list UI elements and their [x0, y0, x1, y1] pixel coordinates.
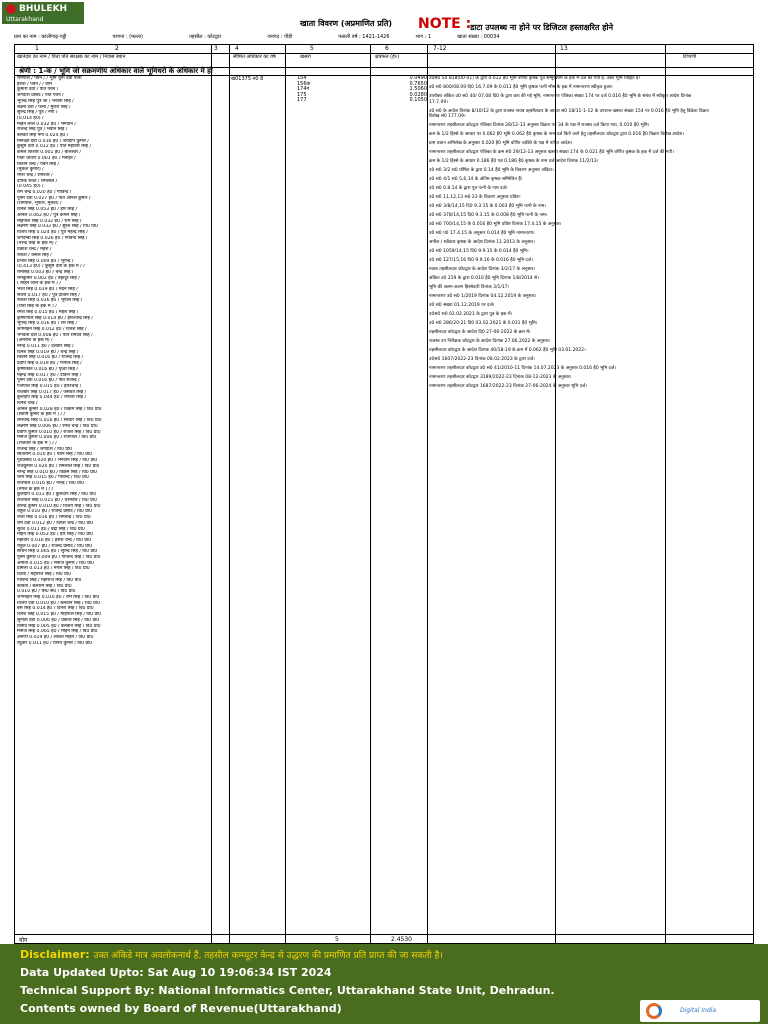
owner-row: संजय 0.017 है0 / पुत्र दीवान सिंह /	[17, 292, 80, 298]
remark-entry: उ0स0 50 818(00-01) के द्वारा 0.012 है0 भूमि वर्णित कृषक पुत्र सम्मुखराम के हक में दर्ज की गयी है, उक्त भूमि चिह्नित है।	[429, 76, 641, 81]
owner-row: मनोज कुमार 0.006 है0 / राजपाल / वि0 प्रा0	[17, 435, 97, 441]
owner-row: भूपेन्द्र सिंह पुत्र श्री / भवानी सिंह /	[17, 98, 74, 104]
khasra-list	[297, 76, 367, 104]
owner-row: रमेश सिंह 0.015 है0 / महेश सिंह /	[17, 309, 79, 315]
meta-district: जनपद : पौड़ी	[267, 34, 293, 40]
remark-entry: नामान्तरण उ0 स0 1/2019 दिनांक 04.12.2019 के अनुसार।	[429, 294, 537, 299]
owner-row: रघुवीर 0.011 है0 / विनय कुमार / वि0 प्रा0	[17, 640, 93, 646]
meta-row	[14, 34, 754, 42]
owner-row: अनिल कुमार 0.028 है0 / विक्रम सिंह / वि0 प्रा0	[17, 406, 102, 412]
area-cell: 0.7650	[409, 80, 427, 87]
remark-entry: ग्राम प्रधान अभिलेख के अनुसार 0.020 है0 भूमि वर्णित व्यक्ति के पक्ष में पारित आदेश।	[429, 141, 573, 146]
owner-row: प्रवीण कुमार 0.010 है0 / राजेश सिंह / वि0 प्रा0	[17, 429, 101, 435]
col-num: 2	[115, 45, 119, 52]
brand-sub: Uttarakhand	[2, 16, 84, 24]
remark-entry: नामान्तरण तहसीलदार कोटद्वार उ0 स0 41/2010-11 दिनांक 14.07.2023 के अनुसार 0.016 है0 भूमि दर्ज।	[429, 366, 616, 371]
owner-row: 0.010 है0 / सि0 सं0 / वि0 प्रा0	[17, 589, 76, 595]
meta-part: भाग : 1	[415, 34, 432, 40]
data-updated: Data Updated Upto: Sat Aug 10 19:06:34 IST 2024	[20, 966, 332, 979]
remark-entry: राजस्व उप निरीक्षक कोटद्वार के आदेश दिनांक 27.06.2022 के अनुसार।	[429, 339, 551, 344]
remark-entry: क्रम के 1/2 हिस्से के आधार पर 0.062 है0 भूमि 0.062 है0 कृषक के नाम दर्ज किये जाने हेतु तहसीलदार कोटद्वार द्वारा 0.016 है0 विक्रय विलेख आदेश।	[429, 132, 685, 137]
contents-owned: Contents owned by Board of Revenue(Uttarakhand)	[20, 1002, 342, 1015]
note-label: NOTE :	[418, 16, 472, 32]
owner-row: वीरेन्द्र कुमार 0.010 है0 / विजय सिंह / वि0 प्रा0	[17, 503, 101, 509]
khasra-cell: 175	[297, 91, 307, 98]
owner-row: कृष्णापाल सिंह 0.014 है0 / हरिश्चन्द्र सिंह /	[17, 315, 93, 321]
digital-india-logo	[640, 1000, 760, 1022]
total-label: योग	[19, 937, 28, 944]
col-num: 6	[385, 45, 389, 52]
owner-row: (संतोष कुमार के हक में ) / /	[17, 412, 66, 418]
header-owner: खातेदार का नाम / पिता पति संरक्षक का नाम / निवास स्थान	[17, 54, 126, 60]
owner-row: कमल किशोर 0.001 है0 / बालेश्वर /	[17, 150, 81, 156]
owner-row: रामकुमार 0.002 है0 / बहादुर सिंह /	[17, 275, 80, 281]
owner-row: पूनम देवी 0.016 है0 / पति राजेन्द्र /	[17, 378, 80, 384]
owner-row: किशन सिंह 0.016 है0 / राजेन्द्र सिंह /	[17, 355, 84, 361]
area-cell: 0.1050	[409, 97, 427, 104]
col-num: 4	[235, 45, 239, 52]
khasra-cell: 154	[297, 75, 307, 81]
owner-row: अरुणी 0.019 है0 / ललित मोहन / वि0 प्रा0	[17, 634, 94, 640]
remark-entry: नवाब तहसीलदार कोटद्वार के आदेश दिनांक 3/2/17 के अनुसार।	[429, 267, 536, 272]
owner-row: राम देवी 0.012 है0 / दिनेश चन्द्र / वि0 प्रा0	[17, 520, 94, 526]
owner-row: रामसिंह 0.003 है0 / चन्द्र सिंह /	[17, 269, 74, 275]
owner-row: ( मोहन लाल के हक में ) /	[17, 281, 61, 287]
khata-table	[14, 44, 754, 944]
owner-row: नरेन्द्र सिंह 0.010 है0 / विक्रम सिंह / वि0 प्रा0	[17, 469, 97, 475]
owner-row: बस सिंह 0.014 है0 / दिनेश सिंह / वि0 प्रा0	[17, 606, 94, 612]
owner-row: सुरेश 0.011 है0 / बद्री सिंह / वि0 प्रा0	[17, 526, 85, 532]
owner-row: जगदम्बा सिंह 0.026 है0 / गोविन्द सिंह /	[17, 235, 88, 241]
remark-entry: उ0 स0 11,12,13 स0 23 के विवरण अनुसार प्रविष्ट।	[429, 195, 521, 200]
owner-row: राजपाल 0.016 है0 / नरेन्द्र / वि0 प्रा0	[17, 480, 84, 486]
owner-row: राजेन्द्र सिंह / जगदीश / वि0 प्रा0	[17, 446, 73, 452]
column-header-row	[15, 53, 753, 68]
owner-row: दिनेश सिंह 0.053 है0 / हरि सिंह /	[17, 207, 78, 213]
owner-row: (नरेन्द्र सिंह के हक में) /	[17, 241, 57, 247]
owner-row: कुलदीप 0.011 है0 / कुलदीप सिंह / वि0 प्रा0	[17, 492, 97, 498]
meta-village: ग्राम का नाम : कालीगाढ़-पट्टी	[14, 34, 67, 40]
col-num: 13	[560, 45, 568, 52]
owner-row: राजेन्द्र सिंह पुत्र / भवान सिंह /	[17, 127, 68, 133]
owner-row: सचिन सिंह 0.065 है0 / सुरेन्द्र सिंह / वि0 प्रा0	[17, 549, 98, 555]
header-area: क्षेत्रफल (हे०)	[375, 54, 400, 60]
meta-khata: खाता संख्या : 00034	[457, 34, 500, 40]
remark-entry: अंकित उ0 219 के द्वारा 0.010 है0 भूमि दिनांक 1/8/2014 से।	[429, 276, 539, 281]
total-count: 5	[335, 936, 339, 943]
header-khasra: खसरा	[300, 54, 311, 60]
owner-row: कृष्णकांत 0.016 है0 / पृथ्वी सिंह /	[17, 366, 78, 372]
remark-entry: तहसीलदार कोटद्वार के आदेश दिनांक 40/18-19 के क्रम में 0.062 है0 भूमि 03.01.2022।	[429, 348, 586, 353]
owner-row: (0.014 है0) /	[17, 115, 44, 121]
owner-row: विनोद सिंह 0.005 है0 / बलवान सिंह / वि0 प्रा0	[17, 623, 101, 629]
owner-row: (रामपाल, भूपाल, मुकेश) /	[17, 201, 62, 207]
area-cell: 0.0490	[409, 75, 427, 81]
owner-row: भरत सिंह 0.019 है0 / मदन सिंह /	[17, 287, 78, 293]
owner-row: भूपेन्द्र सिंह 0.016 है0 / शेर सिंह /	[17, 321, 77, 327]
remark-entry: क्रम के 1/2 हिस्से के आधार 0.186 है0 एवं 0.186 है0 कृषक के नाम दर्ज आदेश दिनांक 11/2/13।	[429, 159, 599, 164]
page-header	[0, 0, 768, 40]
disclaimer-label: Disclaimer:	[20, 948, 90, 961]
owners-list	[15, 76, 225, 926]
owner-row: मिनाक्षी देवी 0.016 है0 / जयदीप कुमार /	[17, 138, 89, 144]
remark-entry: नामान्तरण तहसीलदार कोटद्वार पंजिका के क्रम सं0 29/12-13 अनुसार खसरा संख्या 174 के 0.021 है0 भूमि वर्णित कृषक के हक में दर्ज की गयी।	[429, 150, 674, 155]
area-list	[387, 76, 427, 104]
owner-row: गीता चौधरी 0.001 है0 / मनोहर /	[17, 155, 76, 161]
owner-row: (मुकेश कुमार) /	[17, 167, 44, 173]
owner-row: महिपाल सिंह 0.032 है0 / राम सिंह /	[17, 218, 82, 224]
owner-row: राकेश सिंह 0.016 है0 / भूपाल सिंह /	[17, 298, 83, 304]
disclaimer-text: उक्त अंकिडे मात्र अवलोकनार्थ हैं, तहसील कम्प्यूटर केन्द्र से उद्धरण की प्रमाणित प्रति प्राप्त की जा सकती है।	[93, 951, 443, 961]
owner-row: राकेश / कमल सिंह /	[17, 252, 52, 258]
khata-ref: ख01375 न0 8	[231, 76, 264, 82]
owner-row: राहुल 0.010 है0 / राजेन्द्र प्रसाद / वि0 प्रा0	[17, 509, 92, 515]
owner-row: कुसुम देवी 0.012 है0 / पति महावीर सिंह /	[17, 144, 92, 150]
total-row	[15, 934, 753, 944]
owner-row: दिनेश सिंह 0.019 है0 / चन्द्र सिंह /	[17, 349, 79, 355]
owner-row: सुनीता देवी 0.006 है0 / प्रकाश सिंह / वि0 प्रा0	[17, 617, 100, 623]
owner-row: जगदीश प्रसाद / पति पवन /	[17, 93, 64, 99]
col-num: 3	[214, 45, 218, 52]
owner-row: गोविन्द सिंह / महाराज सिंह / वि0 प्रा0	[17, 577, 82, 583]
owner-row: जगमोहन सिंह 0.012 है0 / दिनेश सिंह /	[17, 326, 87, 332]
owner-row: पूनम कुमार 0.009 है0 / गोविन्द सिंह / वि0 प्रा0	[17, 555, 101, 561]
remark-entry: तहसीलदार कोटद्वार के आदेश दि0 27-06-2022 के क्रम में।	[429, 330, 531, 335]
remark-entry: उपरोक्त अंकित उ0 स0 40/ 07.08 दि0 के द्वारा क्रय की गई भूमि, नामान्तरण पंजिका संख्या 174 पर दर्ज 0.016 है0 भूमि के संबंध में स्वीकृत आदेश दिनांक 17.7.09।	[429, 94, 692, 105]
owner-row: दिनेश चन्द्र /	[17, 401, 38, 407]
remark-entry: उ0 स0 0.8.14 के द्वारा पुत्र पत्नी के नाम दर्ज।	[429, 186, 508, 191]
owner-row: अनीता 0.015 है0 / मनोज कुमार / वि0 प्रा0	[17, 560, 94, 566]
remark-entry: उ0 स0 4/1 स0 5,6,14 के अंतिम कृषक सम्मिलित हैं।	[429, 177, 523, 182]
remark-entry: उ0 स0 1059/14,15 दि0 9.9.15 के 0.014 है0 भूमि।	[429, 249, 529, 254]
owner-row: (राजवीर के हक में ) / /	[17, 441, 57, 446]
owner-row: राजपाल सिंह 0.015 है0 / धरमवीर / वि0 प्रा0	[17, 498, 97, 504]
note-text: डाटा उपलब्ध ना होने पर डिजिटल हस्ताक्षरित होने	[470, 23, 614, 32]
remark-entry: नामान्तरण तहसीलदार कोटद्वार पंजिका दिनांक 28/12-13 अनुसार विक्रय पत्र 34 के पक्ष में राजस्व दर्ज किया गया, 0.010 है0 भूमि।	[429, 123, 650, 128]
owner-row: महेन्द्र सिंह 0.017 है0 / दीवान सिंह /	[17, 372, 82, 378]
remark-entry: नामान्तरण तहसीलदार कोटद्वार 1687/2022-23 दिनांक 27-06-2024 के अनुसार भूमि दर्ज।	[429, 384, 588, 389]
remark-entry: उ0 स0 700/14,15 के 0.016 है0 भूमि प्रविष्ट दिनांक 17.4.15 के अनुसार।	[429, 222, 562, 227]
col-num: 5	[310, 45, 314, 52]
remark-entry: उ0 स0 127/15,16 दि0 9.9.16 के 0.016 है0 भूमि दर्ज।	[429, 258, 533, 263]
meta-year: फसली वर्ष : 1421-1426	[338, 34, 390, 40]
owner-row: महावीर 0.016 है0 / हरीश चन्द्र / वि0 प्रा0	[17, 537, 92, 543]
khasra-cell: 156क	[297, 80, 311, 87]
owner-row: भगवती देवी 0.008 है0 / पति रामदेव सिंह /	[17, 332, 93, 338]
header-remarks: टिप्पणी	[683, 54, 697, 60]
owner-row: किशन चन्द्र / पवन सिंह /	[17, 161, 60, 167]
owner-row: कुलदीप सिंह 0.044 है0 / रणवीर सिंह /	[17, 395, 87, 401]
owner-row: मनोज सिंह 0.065 है0 / मोहन सिंह / वि0 प्रा0	[17, 629, 98, 635]
digital-india-icon	[646, 1003, 662, 1019]
owner-row: सीताराम 0.010 है0 / पवन सिंह / वि0 प्रा0	[17, 452, 93, 458]
col-num: 7-12	[433, 45, 447, 52]
owner-row: लक्ष्मी देवी / पत्नी / मुरारी सिंह /	[17, 104, 71, 110]
khasra-cell: 177	[297, 97, 307, 104]
remark-entry: उ0स0 स0 02.02.2021 के द्वारा पुत्र के हक में।	[429, 312, 513, 317]
owner-row: लक्ष्मण सिंह 0.032 है0 / सुरेश सिंह / पि0 वि0	[17, 224, 98, 230]
owner-row: प्रभात सिंह 0.009 है0 / भूपेन्द्र /	[17, 258, 74, 264]
remark-entry: भूमि की अलग-अलग हिस्सेदारी दिनांक 3/1/17।	[429, 285, 510, 290]
owner-row: राम चन्द्र 0.020 है0 / गोविन्द /	[17, 190, 72, 196]
owner-row: राजा सिंह 0.016 है0 / रामचन्द्र / वि0 प्रा0	[17, 515, 91, 521]
owner-row: (रीता सिंह के हक में ) /	[17, 304, 57, 310]
header-khata: सीमित अधिकार का वर्ष	[233, 54, 276, 60]
owner-row: राहुल 0.007 है0 / राजेन्द्र प्रसाद / वि0 प्रा0	[17, 543, 92, 549]
owner-row: (रुपेश के हक में ) / /	[17, 486, 54, 492]
brand-name: BHULEKH	[19, 4, 68, 14]
owner-row: रमेश चन्द्र / रामेश्वर /	[17, 172, 53, 178]
remark-entry: अपील / स्वीकार कृषक के आदेश दिनांक 11.2013 के अनुसार।	[429, 240, 535, 245]
owner-row: राजकुमार 0.020 है0 / रामलाल सिंह / वि0 प्रा0	[17, 463, 100, 469]
area-cell: 0.0280	[409, 91, 427, 98]
owner-row: प्रकाश चन्द्र / महेश /	[17, 247, 52, 253]
owner-row: कुमारी देवी / पति पवन /	[17, 87, 59, 93]
remarks-list	[429, 76, 709, 934]
area-cell: 1.5060	[409, 86, 427, 93]
owner-row: गजपाल सिंह 0.015 है0 / हरिश्चन्द्र /	[17, 383, 82, 389]
owner-row: प्रदीप सिंह 0.019 है0 / गोपाल सिंह /	[17, 361, 82, 367]
owner-row: विजय देवी 0.010 है0 / बलवान सिंह / वि0 प्रा0	[17, 600, 100, 606]
owner-row: (अमरीश के हक में) /	[17, 338, 53, 344]
owner-row: दिव्या / महाराज सिंह / वि0 प्रा0	[17, 572, 71, 578]
owner-row: जगमोहन सिंह 0.010 है0 / राम सिंह / वि0 प्रा0	[17, 594, 100, 600]
owner-row: राजबीर सिंह 0.017 है0 / जसवंत सिंह /	[17, 389, 87, 395]
owner-row: दीपक रावत / रामलाल /	[17, 178, 58, 184]
remark-entry: उ0 स0 378/14,15 दि0 9.3.15 के 0.008 है0 भूमि पत्नी के नाम।	[429, 213, 548, 218]
remark-entry: उ0 स0 3/8/14,15 दि0 9.3.15 के 0.003 है0 भूमि पत्नी के नाम।	[429, 204, 547, 209]
remark-entry: उ0स0 1607/2022-23 दिनांक 08.02.2023 के द्वारा दर्ज।	[429, 357, 535, 362]
remark-entry: उ0 स0 के आदेश दिनांक 8/10/12 के द्वारा राजस्व नायब तहसीलदार के आदेश सं0 18/11-1-12 के उपरान्त खसरा संख्या 154 पर 0.016 है0 भूमि हेतु विक्रेता विक्रय विलेख सं0 177.09।	[429, 108, 709, 119]
owner-row: लक्ष्मण सिंह 0.006 है0 / रमेश चन्द्र / वि0 प्रा0	[17, 423, 98, 429]
total-area: 2.4530	[391, 936, 412, 943]
owner-row: (0.413 है0) / कुसुम देवी के हक में / /	[17, 264, 85, 270]
remark-entry: उ0 स0 286/20-21 दि0 03.02.2021 के 0.031 है0 भूमि।	[429, 321, 538, 326]
bhulekh-logo	[2, 2, 84, 16]
owner-row: रामचन्द्र सिंह 0.016 है0 / सरदार सिंह / वि0 प्रा0	[17, 418, 102, 424]
col-num: 1	[35, 45, 39, 52]
owner-row: मोहन लाल 0.032 है0 / भगवान /	[17, 121, 76, 127]
digital-india-label: Digital India	[680, 1007, 717, 1014]
khasra-cell: 174ग	[297, 86, 310, 93]
owner-row: मोहन सिंह 0.053 है0 / हरि सिंह / वि0 प्रा0	[17, 532, 94, 538]
remark-entry: नामान्तरण तहसीलदार कोटद्वार 3189/2022-23 दिनांक 08-12-2023 के अनुसार।	[429, 375, 572, 380]
owner-row: रामपाल / पवन / / भूमि चुनी देवी पत्नी	[17, 76, 82, 81]
remark-entry: उ0 स0 प0 17.4.15 के अनुसार 0.014 है0 भूमि नामान्तरण।	[429, 231, 535, 236]
owner-row: (0.045 है0) /	[17, 184, 44, 190]
meta-pargana: परगना : (मल्ला)	[112, 34, 143, 40]
owner-row: विजय सिंह 0.024 है0 / पुत्र महेन्द्र सिंह /	[17, 229, 88, 235]
owner-row: हरीश / पवन / / ग्राम	[17, 81, 52, 87]
owner-row: रतन सिंह 0.015 है0 / गोविन्द / वि0 प्रा0	[17, 475, 89, 481]
owner-row: नरेन्द्र 0.011 है0 / दलवीर सिंह /	[17, 344, 74, 350]
owner-row: बलवंत सिंह नेगी 0.024 है0 /	[17, 133, 69, 139]
owner-row: कविता / बलराम सिंह / वि0 प्रा0	[17, 583, 72, 589]
page-title: खाता विवरण (अप्रमाणित प्रति)	[300, 19, 393, 28]
owner-row: दिनेश सिंह 0.015 है0 / महिपाल सिंह / वि0 प्रा0	[17, 612, 102, 618]
remark-entry: उ0 स0 800/08.09 दि0 16.7.09 के 0.011 है0 भूमि कृषक पत्नी भीम के हक में नामान्तरण स्वीकृत हुआ।	[429, 85, 613, 90]
owner-row: सुरेन्द्र सिंह / पुत्र / नेगी /	[17, 110, 58, 116]
meta-tehsil: तहसील : कोटद्वार	[188, 34, 222, 40]
remark-entry: उ0 स0 3/2 स0 घोषित के द्वारा 0.14 है0 भूमि के विवरण अनुसार अंकित।	[429, 168, 554, 173]
owner-row: पूनम देवी 0.027 है0 / पति अनिल कुमार /	[17, 195, 91, 201]
emblem-icon	[6, 4, 16, 14]
remark-entry: उ0 सं0 संख्या 01.12.2019 पर दर्ज।	[429, 303, 495, 308]
owner-row: गुरुप्रसाद 0.020 है0 / भगवान सिंह / वि0 प्रा0	[17, 458, 98, 464]
technical-support: Technical Support By: National Informatics Center, Uttarakhand State Unit, Dehradun.	[20, 984, 555, 997]
section-title: श्रेणी : 1-क / भूमि जो संक्रमणीय अधिकार वाले भूमिधरों के अधिकार में हो	[15, 67, 753, 76]
owner-row: प्रमिला 0.013 है0 / मंगल सिंह / वि0 प्रा0	[17, 566, 90, 572]
table-body	[15, 76, 753, 934]
owner-row: अनिल 0.062 है0 / पुत्र कमल सिंह /	[17, 212, 81, 218]
